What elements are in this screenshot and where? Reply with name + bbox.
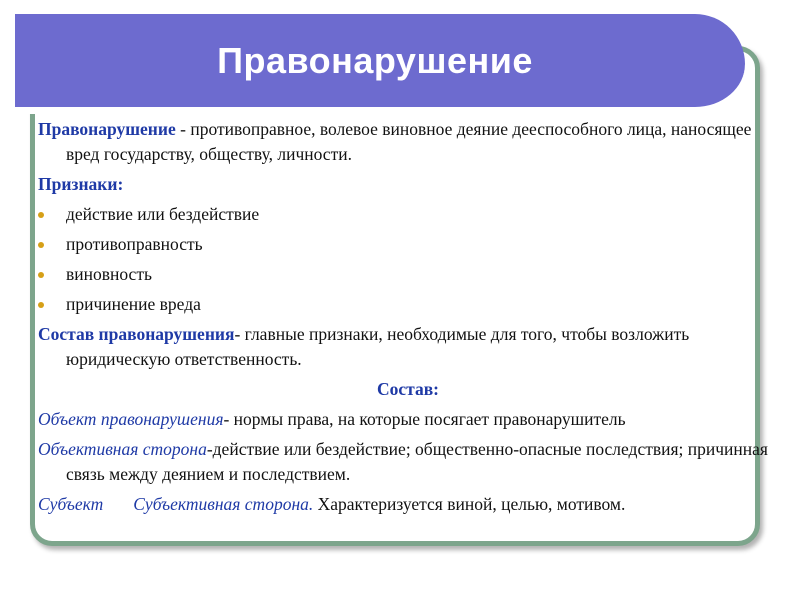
object-paragraph	[38, 407, 778, 432]
subjective-side-term: Субъективная сторона.	[133, 494, 314, 514]
bullet-icon	[38, 272, 44, 278]
composition-heading	[38, 377, 778, 402]
composition-term: Состав правонарушения	[38, 324, 235, 344]
sign-item	[38, 292, 778, 317]
definition-term: Правонарушение	[38, 119, 176, 139]
object-term: Объект правонарушения	[38, 409, 224, 429]
bullet-icon	[38, 302, 44, 308]
subject-term: Субъект	[38, 494, 104, 514]
subjective-side-text: Характеризуется виной, целью, мотивом.	[313, 494, 626, 514]
composition-definition-paragraph	[38, 322, 778, 372]
composition-heading-text: Состав:	[377, 379, 439, 399]
sign-item-label: противоправность	[66, 234, 203, 254]
slide-content	[38, 117, 778, 522]
sign-item-label: действие или бездействие	[66, 204, 260, 224]
sign-item-label: виновность	[66, 264, 152, 284]
sign-item-label: причинение вреда	[66, 294, 201, 314]
signs-heading	[38, 172, 778, 197]
signs-heading-text: Признаки:	[38, 174, 124, 194]
slide-title: Правонарушение	[217, 39, 533, 81]
object-text: - нормы права, на которые посягает правонарушитель	[223, 409, 626, 429]
definition-text: - противоправное, волевое виновное деяние дееспособного лица, наносящее вред государству, обществу, личности.	[66, 119, 752, 164]
bullet-icon	[38, 212, 44, 218]
definition-paragraph	[38, 117, 778, 167]
sign-item	[38, 262, 778, 287]
title-bar	[15, 14, 745, 114]
subject-paragraph	[38, 492, 778, 517]
sign-item	[38, 202, 778, 227]
objective-side-text: -действие или бездействие; общественно-опасные последствия; причинная связь между деянием и последствием.	[66, 439, 768, 484]
objective-side-term: Объективная сторона	[38, 439, 207, 459]
bullet-icon	[38, 242, 44, 248]
objective-side-paragraph	[38, 437, 778, 487]
composition-text: - главные признаки, необходимые для того, чтобы возложить юридическую ответственность.	[66, 324, 690, 369]
sign-item	[38, 232, 778, 257]
